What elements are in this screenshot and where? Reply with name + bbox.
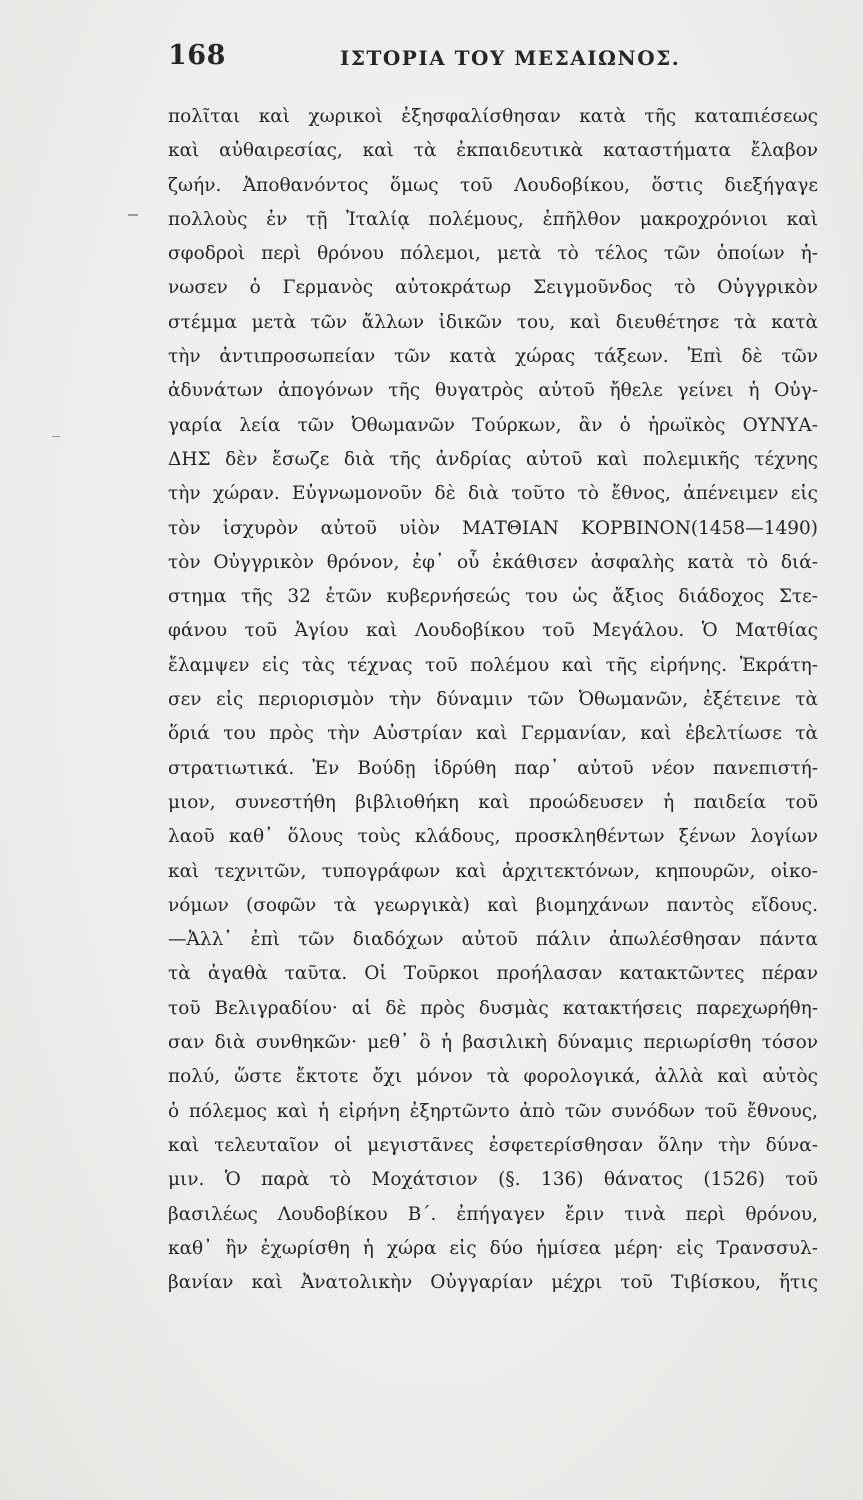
page-number: 168 [168,40,226,71]
margin-mark [128,214,138,216]
text-line: ὅριά του πρὸς τὴν Αὐστρίαν καὶ Γερμανίαν, καὶ ἐβελτίωσε τὰ [168,723,818,745]
page-header [150,40,730,80]
text-line: πολλοὺς ἐν τῇ Ἰταλίᾳ πολέμους, ἐπῆλθον μακροχρόνιοι καὶ [168,208,818,230]
text-line: μιν. Ὁ παρὰ τὸ Μοχάτσιον (§. 136) θάνατος (1526) τοῦ [168,1169,818,1191]
text-line: ΔΗΣ δὲν ἔσωζε διὰ τῆς ἀνδρίας αὐτοῦ καὶ πολεμικῆς τέχνης [168,448,818,470]
text-line: νόμων (σοφῶν τὰ γεωργικὰ) καὶ βιομηχάνων παντὸς εἴδους. [168,894,818,916]
text-line: στέμμα μετὰ τῶν ἄλλων ἰδικῶν του, καὶ διευθέτησε τὰ κατὰ [168,311,818,333]
text-line: ἔλαμψεν εἰς τὰς τέχνας τοῦ πολέμου καὶ τῆς εἰρήνης. Ἐκράτη- [168,654,818,676]
text-line: ἀδυνάτων ἀπογόνων τῆς θυγατρὸς αὐτοῦ ἤθελε γείνει ἡ Οὐγ- [168,380,818,402]
text-line: φάνου τοῦ Ἁγίου καὶ Λουδοβίκου τοῦ Μεγάλου. Ὁ Ματθίας [168,620,818,642]
text-line: σεν εἰς περιορισμὸν τὴν δύναμιν τῶν Ὀθωμανῶν, ἐξέτεινε τὰ [168,689,818,711]
text-line: τὴν χώραν. Εὐγνωμονοῦν δὲ διὰ τοῦτο τὸ ἔθνος, ἀπένειμεν εἰς [168,483,818,505]
text-line: καὶ τελευταῖον οἱ μεγιστᾶνες ἐσφετερίσθησαν ὅλην τὴν δύνα- [168,1134,818,1156]
text-line: καὶ τεχνιτῶν, τυπογράφων καὶ ἀρχιτεκτόνων, κηπουρῶν, οἰκο- [168,860,818,882]
text-line: τὸν ἰσχυρὸν αὐτοῦ υἱὸν ΜΑΤΘΙΑΝ ΚΟΡΒΙΝΟΝ(1458—1490) [168,517,818,539]
text-line: τοῦ Βελιγραδίου· αἱ δὲ πρὸς δυσμὰς κατακτήσεις παρεχωρήθη- [168,997,818,1019]
text-line: ζωήν. Ἀποθανόντος ὅμως τοῦ Λουδοβίκου, ὅστις διεξήγαγε [168,174,818,196]
running-title: ΙΣΤΟΡΙΑ ΤΟΥ ΜΕΣΑΙΩΝΟΣ. [340,46,681,70]
text-line: σαν διὰ συνθηκῶν· μεθ᾽ ὃ ἡ βασιλικὴ δύναμις περιωρίσθη τόσον [168,1032,818,1054]
text-line: —Ἀλλ᾽ ἐπὶ τῶν διαδόχων αὐτοῦ πάλιν ἀπωλέσθησαν πάντα [168,929,818,951]
text-line: στρατιωτικά. Ἐν Βούδῃ ἱδρύθη παρ᾽ αὐτοῦ νέον πανεπιστή- [168,757,818,779]
text-line: βανίαν καὶ Ἀνατολικὴν Οὐγγαρίαν μέχρι τοῦ Τιβίσκου, ἥτις [168,1272,818,1294]
text-line: καθ᾽ ἣν ἐχωρίσθη ἡ χώρα εἰς δύο ἡμίσεα μέρη· εἰς Τρανσσυλ- [168,1237,818,1259]
text-line: σφοδροὶ περὶ θρόνου πόλεμοι, μετὰ τὸ τέλος τῶν ὁποίων ἠ- [168,243,818,265]
margin-mark [52,436,60,437]
text-line: λαοῦ καθ᾽ ὅλους τοὺς κλάδους, προσκληθέντων ξένων λογίων [168,826,818,848]
text-line: πολῖται καὶ χωρικοὶ ἐξησφαλίσθησαν κατὰ τῆς καταπιέσεως [168,106,818,127]
text-line: βασιλέως Λουδοβίκου Β΄. ἐπήγαγεν ἔριν τινὰ περὶ θρόνου, [168,1203,818,1225]
text-line: πολύ, ὥστε ἔκτοτε ὄχι μόνον τὰ φορολογικά, ἀλλὰ καὶ αὐτὸς [168,1066,818,1088]
text-line: νωσεν ὁ Γερμανὸς αὐτοκράτωρ Σειγμοῦνδος τὸ Οὐγγρικὸν [168,277,818,299]
text-line: καὶ αὐθαιρεσίας, καὶ τὰ ἐκπαιδευτικὰ καταστήματα ἔλαβον [168,140,818,162]
body-text [168,100,818,1300]
text-line: τὰ ἀγαθὰ ταῦτα. Οἱ Τοῦρκοι προήλασαν κατακτῶντες πέραν [168,963,818,985]
text-line: ὁ πόλεμος καὶ ἡ εἰρήνη ἐξηρτῶντο ἀπὸ τῶν συνόδων τοῦ ἔθνους, [168,1100,818,1122]
text-line: μιον, συνεστήθη βιβλιοθήκη καὶ προώδευσεν ἡ παιδεία τοῦ [168,791,818,813]
text-line: τὸν Οὐγγρικὸν θρόνον, ἐφ᾽ οὗ ἐκάθισεν ἀσφαλὴς κατὰ τὸ διά- [168,551,818,573]
text-line: στημα τῆς 32 ἐτῶν κυβερνήσεώς του ὡς ἄξιος διάδοχος Στε- [168,586,818,608]
text-line: τὴν ἀντιπροσωπείαν τῶν κατὰ χώρας τάξεων. Ἐπὶ δὲ τῶν [168,346,818,368]
text-line: γαρία λεία τῶν Ὀθωμανῶν Τούρκων, ἂν ὁ ἡρωϊκὸς ΟΥΝΥΑ- [168,414,818,436]
